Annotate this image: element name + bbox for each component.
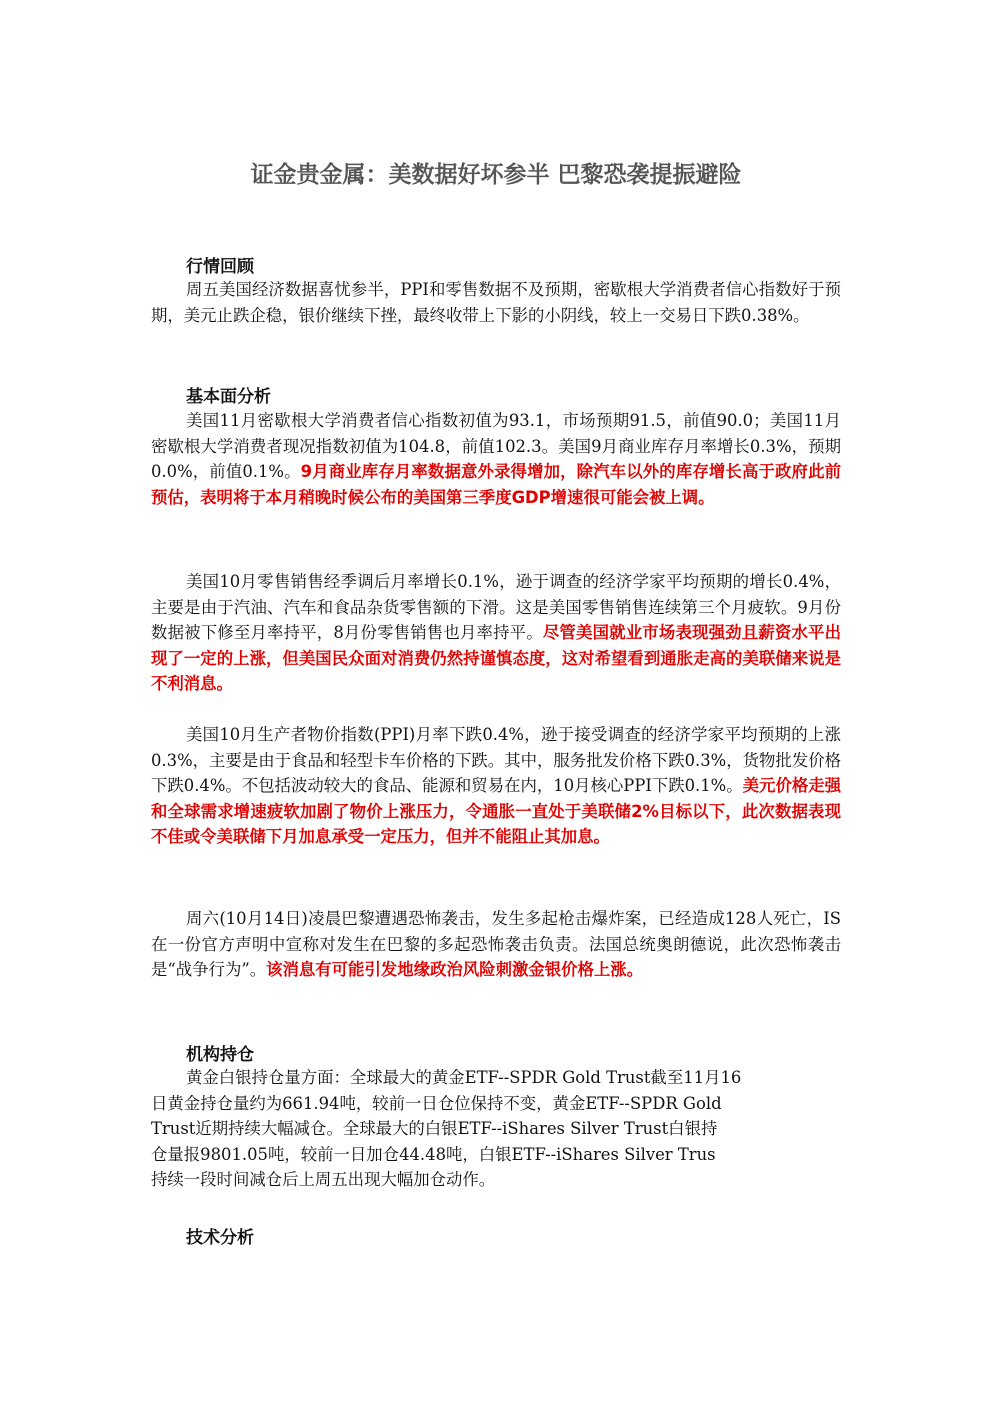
heading-technical-analysis: 技术分析: [186, 1228, 254, 1248]
holdings-line: 日黄金持仓量约为661.94吨，较前一日仓位保持不变，黄金ETF--SPDR Gold: [151, 1093, 722, 1113]
heading-fundamental-analysis: 基本面分析: [186, 387, 271, 407]
paragraph-text: 周六(10月14日)凌晨巴黎遭遇恐怖袭击，发生多起枪击爆炸案，已经造成128人死亡，IS在一份官方声明中宣称对发生在巴黎的多起恐怖袭击负责。法国总统奥朗德说，此次恐怖袭击是“战争行为”。: [151, 909, 841, 980]
holdings-line: 仓量报9801.05吨，较前一日加仓44.48吨，白银ETF--iShares Silver Trus: [151, 1144, 716, 1164]
paragraph-fundamental-1: [151, 408, 841, 510]
paragraph-text: 周五美国经济数据喜忧参半，PPI和零售数据不及预期，密歇根大学消费者信心指数好于预期，美元止跌企稳，银价继续下挫，最终收带上下影的小阴线，较上一交易日下跌0.38%。: [151, 280, 841, 325]
paragraph-fundamental-3: [151, 722, 841, 850]
paragraph-text: 美国10月生产者物价指数(PPI)月率下跌0.4%，逊于接受调查的经济学家平均预期的上涨0.3%，主要是由于食品和轻型卡车价格的下跌。其中，服务批发价格下跌0.3%，货物批发价格下跌0.4%。不包括波动较大的食品、能源和贸易在内，10月核心PPI下跌0.1%。: [151, 725, 841, 796]
paragraph-fundamental-4: [151, 906, 841, 983]
highlighted-text: 9月商业库存月率数据意外录得增加，除汽车以外的库存增长高于政府此前预估，表明将于本月稍晚时候公布的美国第三季度GDP增速很可能会被上调。: [151, 462, 841, 507]
highlighted-text: 美元价格走强和全球需求增速疲软加剧了物价上涨压力，令通胀一直处于美联储2%目标以下，此次数据表现不佳或令美联储下月加息承受一定压力，但并不能阻止其加息。: [151, 776, 842, 847]
paragraph-fundamental-2: [151, 569, 841, 697]
paragraph-text: 美国10月零售销售经季调后月率增长0.1%，逊于调查的经济学家平均预期的增长0.4%，主要是由于汽油、汽车和食品杂货零售额的下滑。这是美国零售销售连续第三个月疲软。9月份数据被下修至月率持平，8月份零售销售也月率持平。: [151, 572, 841, 643]
holdings-line: 黄金白银持仓量方面：全球最大的黄金ETF--SPDR Gold Trust截至11月16: [186, 1068, 742, 1087]
heading-institutional-holdings: 机构持仓: [186, 1045, 254, 1065]
document-title: 证金贵金属：美数据好坏参半 巴黎恐袭提振避险: [250, 162, 742, 188]
holdings-line: 持续一段时间减仓后上周五出现大幅加仓动作。: [151, 1170, 496, 1190]
paragraph-market-review: [151, 277, 841, 328]
heading-market-review: 行情回顾: [186, 257, 254, 277]
highlighted-text: 尽管美国就业市场表现强劲且薪资水平出现了一定的上涨，但美国民众面对消费仍然持谨慎态度，这对希望看到通胀走高的美联储来说是不利消息。: [151, 623, 842, 694]
holdings-line: Trust近期持续大幅减仓。全球最大的白银ETF--iShares Silver Trust白银持: [151, 1119, 718, 1139]
paragraph-text: 美国11月密歇根大学消费者信心指数初值为93.1，市场预期91.5，前值90.0；美国11月密歇根大学消费者现况指数初值为104.8，前值102.3。美国9月商业库存月率增长0.3%，预期0.0%，前值0.1%。: [151, 411, 841, 482]
highlighted-text: 该消息有可能引发地缘政治风险刺激金银价格上涨。: [266, 960, 644, 980]
paragraph-holdings: [151, 1065, 841, 1193]
